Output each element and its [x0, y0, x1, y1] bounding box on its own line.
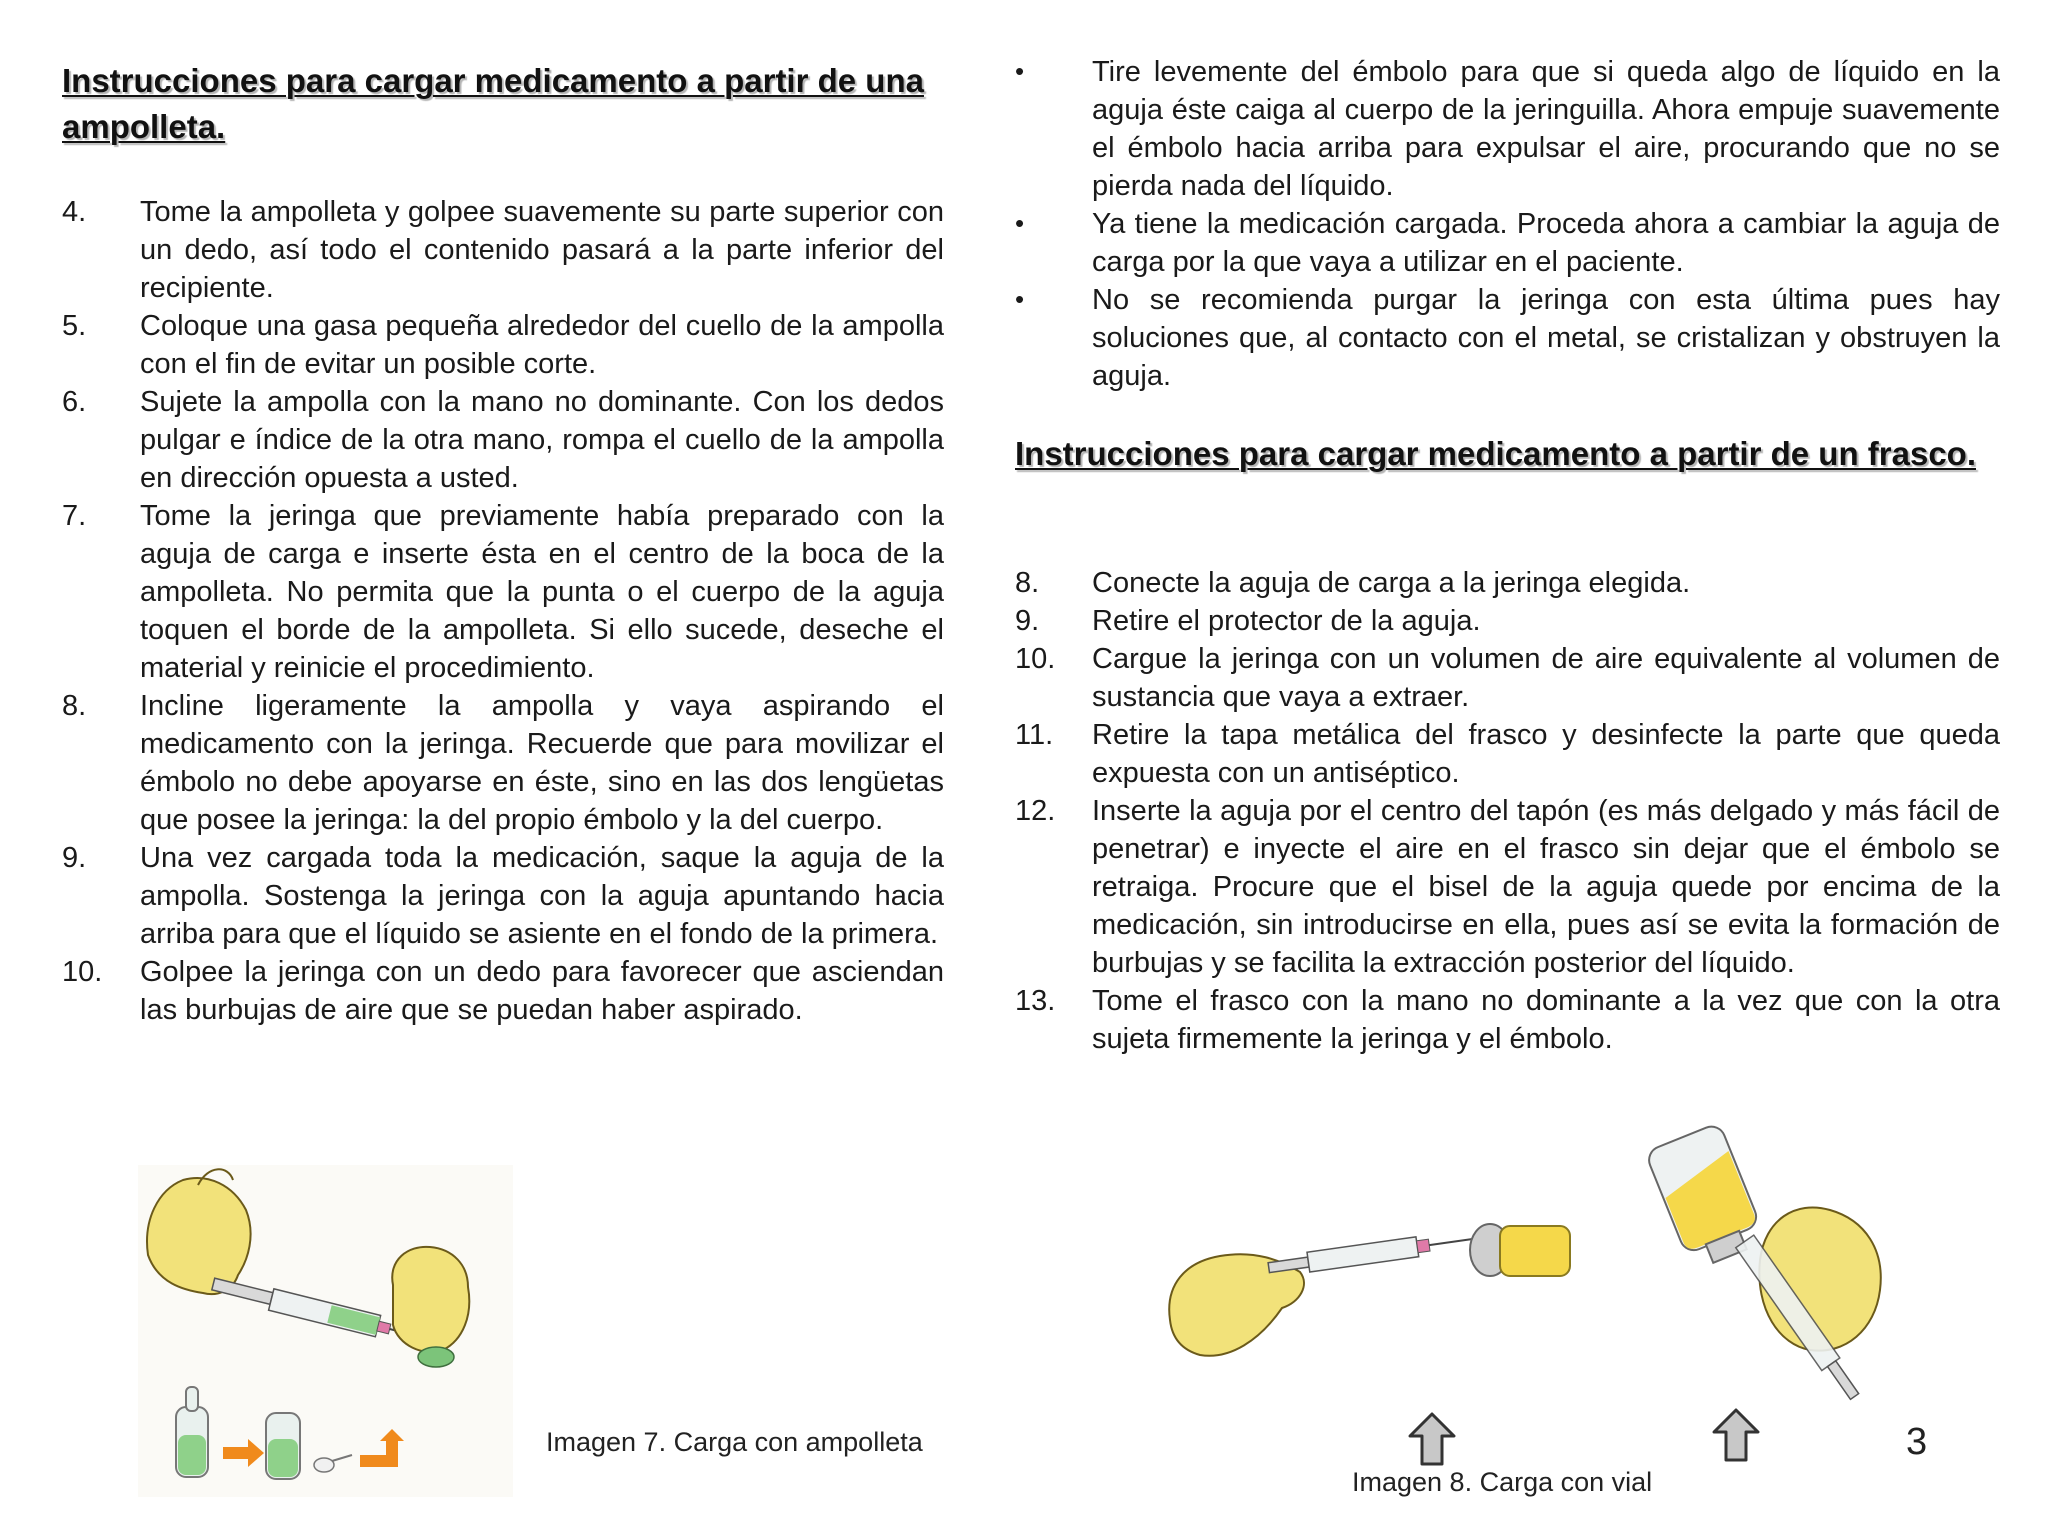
vial-icon — [1470, 1224, 1570, 1276]
page-number: 3 — [1906, 1421, 1928, 1463]
list-item — [1015, 716, 2000, 792]
left-section-heading: Instrucciones para cargar medicamento a partir de una ampolleta. — [62, 62, 924, 145]
step-text: Inserte la aguja por el centro del tapón (es más delgado y más fácil de penetrar) e inyecte el aire en el frasco sin dejar que el émbolo se retraiga. Procure que el bisel de la aguja quede por encima de la medicación, sin introducirse en ella, pues así se evita la formación de burbujas y se facilita la extracción posterior del líquido. — [1092, 795, 2000, 979]
list-item — [1015, 792, 2000, 982]
bullet-icon: • — [1015, 208, 1025, 238]
ampoule-loading-illustration — [138, 1165, 513, 1497]
list-item — [62, 307, 944, 383]
step-text: Cargue la jeringa con un volumen de aire equivalente al volumen de sustancia que vaya a extraer. — [1092, 643, 2000, 713]
glove-hand-icon — [392, 1247, 469, 1352]
step-number: 10. — [62, 956, 103, 988]
glove-hand-icon — [147, 1178, 251, 1294]
list-item — [1015, 640, 2000, 716]
step-number: 10. — [1015, 643, 1056, 675]
step-text: Retire el protector de la aguja. — [1092, 605, 1481, 637]
list-item — [62, 383, 944, 497]
step-text: Sujete la ampolla con la mano no dominante. Con los dedos pulgar e índice de la otra mano, rompa el cuello de la ampolla en dirección opuesta a usted. — [140, 386, 944, 494]
step-number: 7. — [62, 500, 87, 532]
list-item — [62, 687, 944, 839]
vial-loading-illustration — [1160, 1190, 1580, 1370]
vial-upright-illustration — [1630, 1120, 1930, 1410]
step-text: Tome la jeringa que previamente había preparado con la aguja de carga e inserte ésta en el centro de la boca de la ampolleta. No permita que la punta o el cuerpo de la aguja toquen el borde de la ampolleta. Si ello sucede, deseche el material y reinicie el procedimiento. — [140, 500, 944, 684]
arrow-up-icon — [1408, 1412, 1456, 1466]
step-number: 11. — [1015, 719, 1054, 751]
step-number: 8. — [62, 690, 87, 722]
list-item — [62, 839, 944, 953]
list-item — [1015, 281, 2000, 395]
step-number: 9. — [62, 842, 87, 874]
left-steps-list — [62, 193, 944, 1029]
step-text: Tome el frasco con la mano no dominante a la vez que con la otra sujeta firmemente la jeringa y el émbolo. — [1092, 985, 2000, 1055]
right-section-heading: Instrucciones para cargar medicamento a partir de un frasco. — [1015, 435, 1976, 472]
step-text: Tome la ampolleta y golpee suavemente su parte superior con un dedo, así todo el contenido pasará a la parte inferior del recipiente. — [140, 196, 944, 304]
list-item — [1015, 53, 2000, 205]
list-item — [1015, 982, 2000, 1058]
bullet-icon: • — [1015, 284, 1025, 314]
step-number: 5. — [62, 310, 87, 342]
step-number: 13. — [1015, 985, 1056, 1017]
bullet-text: No se recomienda purgar la jeringa con esta última pues hay soluciones que, al contacto con el metal, se cristalizan y obstruyen la aguja. — [1092, 284, 2000, 392]
list-item — [1015, 564, 2000, 602]
step-text: Retire la tapa metálica del frasco y desinfecte la parte que queda expuesta con un antiséptico. — [1092, 719, 2000, 789]
ampoule-icon — [266, 1413, 300, 1479]
list-item — [62, 953, 944, 1029]
list-item — [1015, 602, 2000, 640]
step-text: Incline ligeramente la ampolla y vaya aspirando el medicamento con la jeringa. Recuerde que para movilizar el émbolo no debe apoyarse en éste, sino en las dos lengüetas que posee la jeringa: la del propio émbolo y la del cuerpo. — [140, 690, 944, 836]
step-number: 12. — [1015, 795, 1056, 827]
list-item — [62, 193, 944, 307]
list-item — [62, 497, 944, 687]
bullet-text: Tire levemente del émbolo para que si queda algo de líquido en la aguja éste caiga al cuerpo de la jeringuilla. Ahora empuje suavemente el émbolo hacia arriba para expulsar el aire, procurando que no se pierda nada del líquido. — [1092, 56, 2000, 202]
figure-caption-7: Imagen 7. Carga con ampolleta — [546, 1427, 923, 1457]
step-number: 9. — [1015, 605, 1040, 637]
step-number: 4. — [62, 196, 87, 228]
list-item — [1015, 205, 2000, 281]
step-text: Golpee la jeringa con un dedo para favorecer que asciendan las burbujas de aire que se puedan haber aspirado. — [140, 956, 944, 1026]
step-number: 8. — [1015, 567, 1040, 599]
right-bullets-list — [1015, 53, 2000, 395]
step-number: 6. — [62, 386, 87, 418]
right-steps-list — [1015, 564, 2000, 1058]
step-text: Coloque una gasa pequeña alrededor del cuello de la ampolla con el fin de evitar un posible corte. — [140, 310, 944, 380]
step-text: Conecte la aguja de carga a la jeringa elegida. — [1092, 567, 1691, 599]
figure-caption-8: Imagen 8. Carga con vial — [1352, 1467, 1653, 1497]
step-text: Una vez cargada toda la medicación, saque la aguja de la ampolla. Sostenga la jeringa con la aguja apuntando hacia arriba para que el líquido se asiente en el fondo de la primera. — [140, 842, 944, 950]
bullet-text: Ya tiene la medicación cargada. Proceda ahora a cambiar la aguja de carga por la que vaya a utilizar en el paciente. — [1092, 208, 2000, 278]
arrow-up-icon — [1712, 1408, 1760, 1462]
bullet-icon: • — [1015, 56, 1025, 86]
